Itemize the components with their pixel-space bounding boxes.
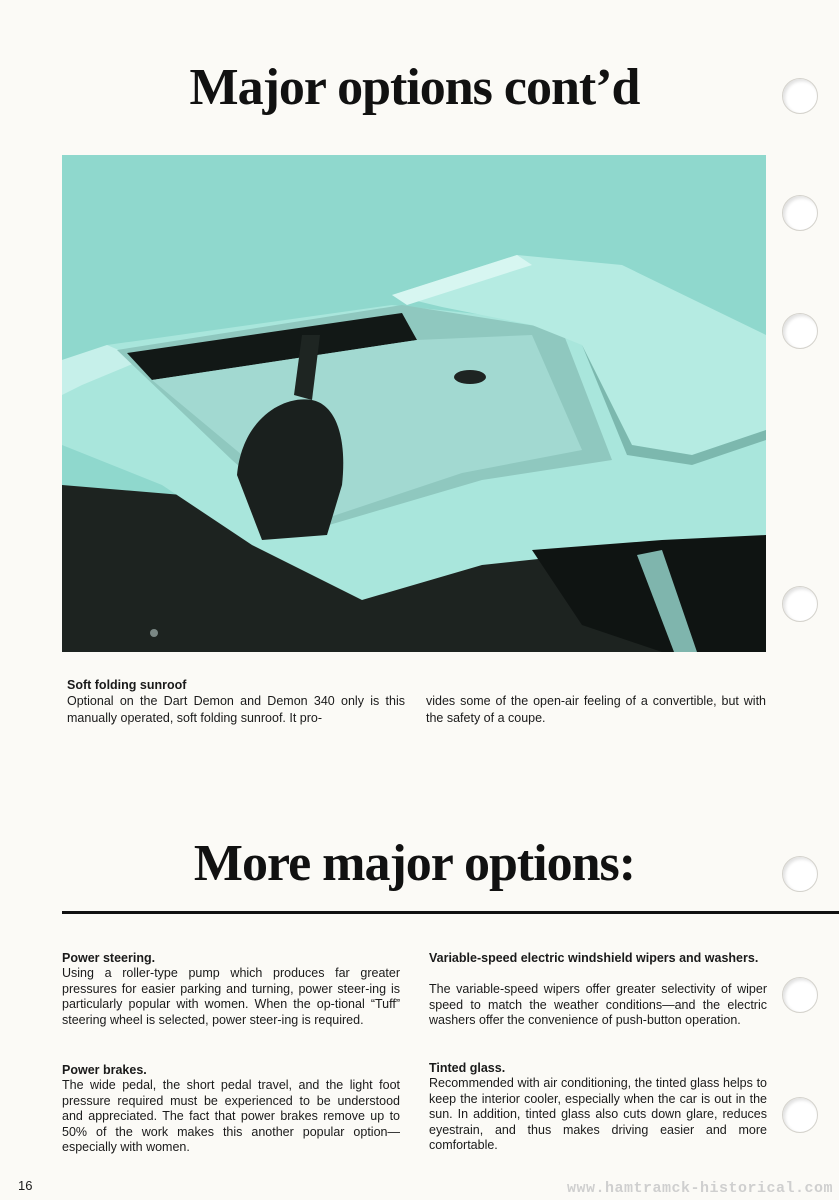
punch-hole <box>782 1097 818 1133</box>
punch-hole <box>782 586 818 622</box>
sunroof-car-photo <box>62 155 766 652</box>
section-title: More major options: <box>193 835 636 892</box>
punch-hole <box>782 313 818 349</box>
power-brakes-body: The wide pedal, the short pedal travel, and the light foot pressure required must be experienced to be understood and appreciated. The fact that power brakes remove up to 50% of the work makes this another popular option—especially with women. <box>62 1078 400 1154</box>
section-divider <box>62 911 839 914</box>
punch-hole <box>782 856 818 892</box>
page-number: 16 <box>18 1178 33 1193</box>
punch-hole <box>782 78 818 114</box>
sunroof-caption-col2: vides some of the open-air feeling of a convertible, but with the safety of a coupe. <box>426 694 766 725</box>
punch-hole <box>782 195 818 231</box>
power-brakes-title: Power brakes. <box>62 1063 147 1077</box>
power-steering-title: Power steering. <box>62 951 156 965</box>
wipers-title: Variable-speed electric windshield wipers and washers. <box>429 951 759 965</box>
page-title: Major options cont’d <box>189 59 640 116</box>
watermark: www.hamtramck-historical.com <box>566 1180 833 1197</box>
punch-hole <box>782 977 818 1013</box>
power-steering-body: Using a roller-type pump which produces far greater pressures for easier parking and turning, power steer-ing is particularly popular with women. When the op-tional “Tuff” steering wheel is selected, power steer-ing is required. <box>62 966 400 1027</box>
sunroof-caption-col1: Optional on the Dart Demon and Demon 340 only is this manually operated, soft folding sunroof. It pro- <box>67 694 405 725</box>
sunroof-caption-title: Soft folding sunroof <box>67 678 187 692</box>
tinted-glass-title: Tinted glass. <box>429 1061 506 1075</box>
tinted-glass-body: Recommended with air conditioning, the tinted glass helps to keep the interior cooler, especially when the car is out in the sun. In addition, tinted glass also cuts down glare, reduces eyestrain, and thus makes driving easier and more comfortable. <box>429 1076 767 1152</box>
wipers-body: The variable-speed wipers offer greater selectivity of wiper speed to match the weather conditions—and the electric washers offer the convenience of push-button operation. <box>429 982 767 1027</box>
